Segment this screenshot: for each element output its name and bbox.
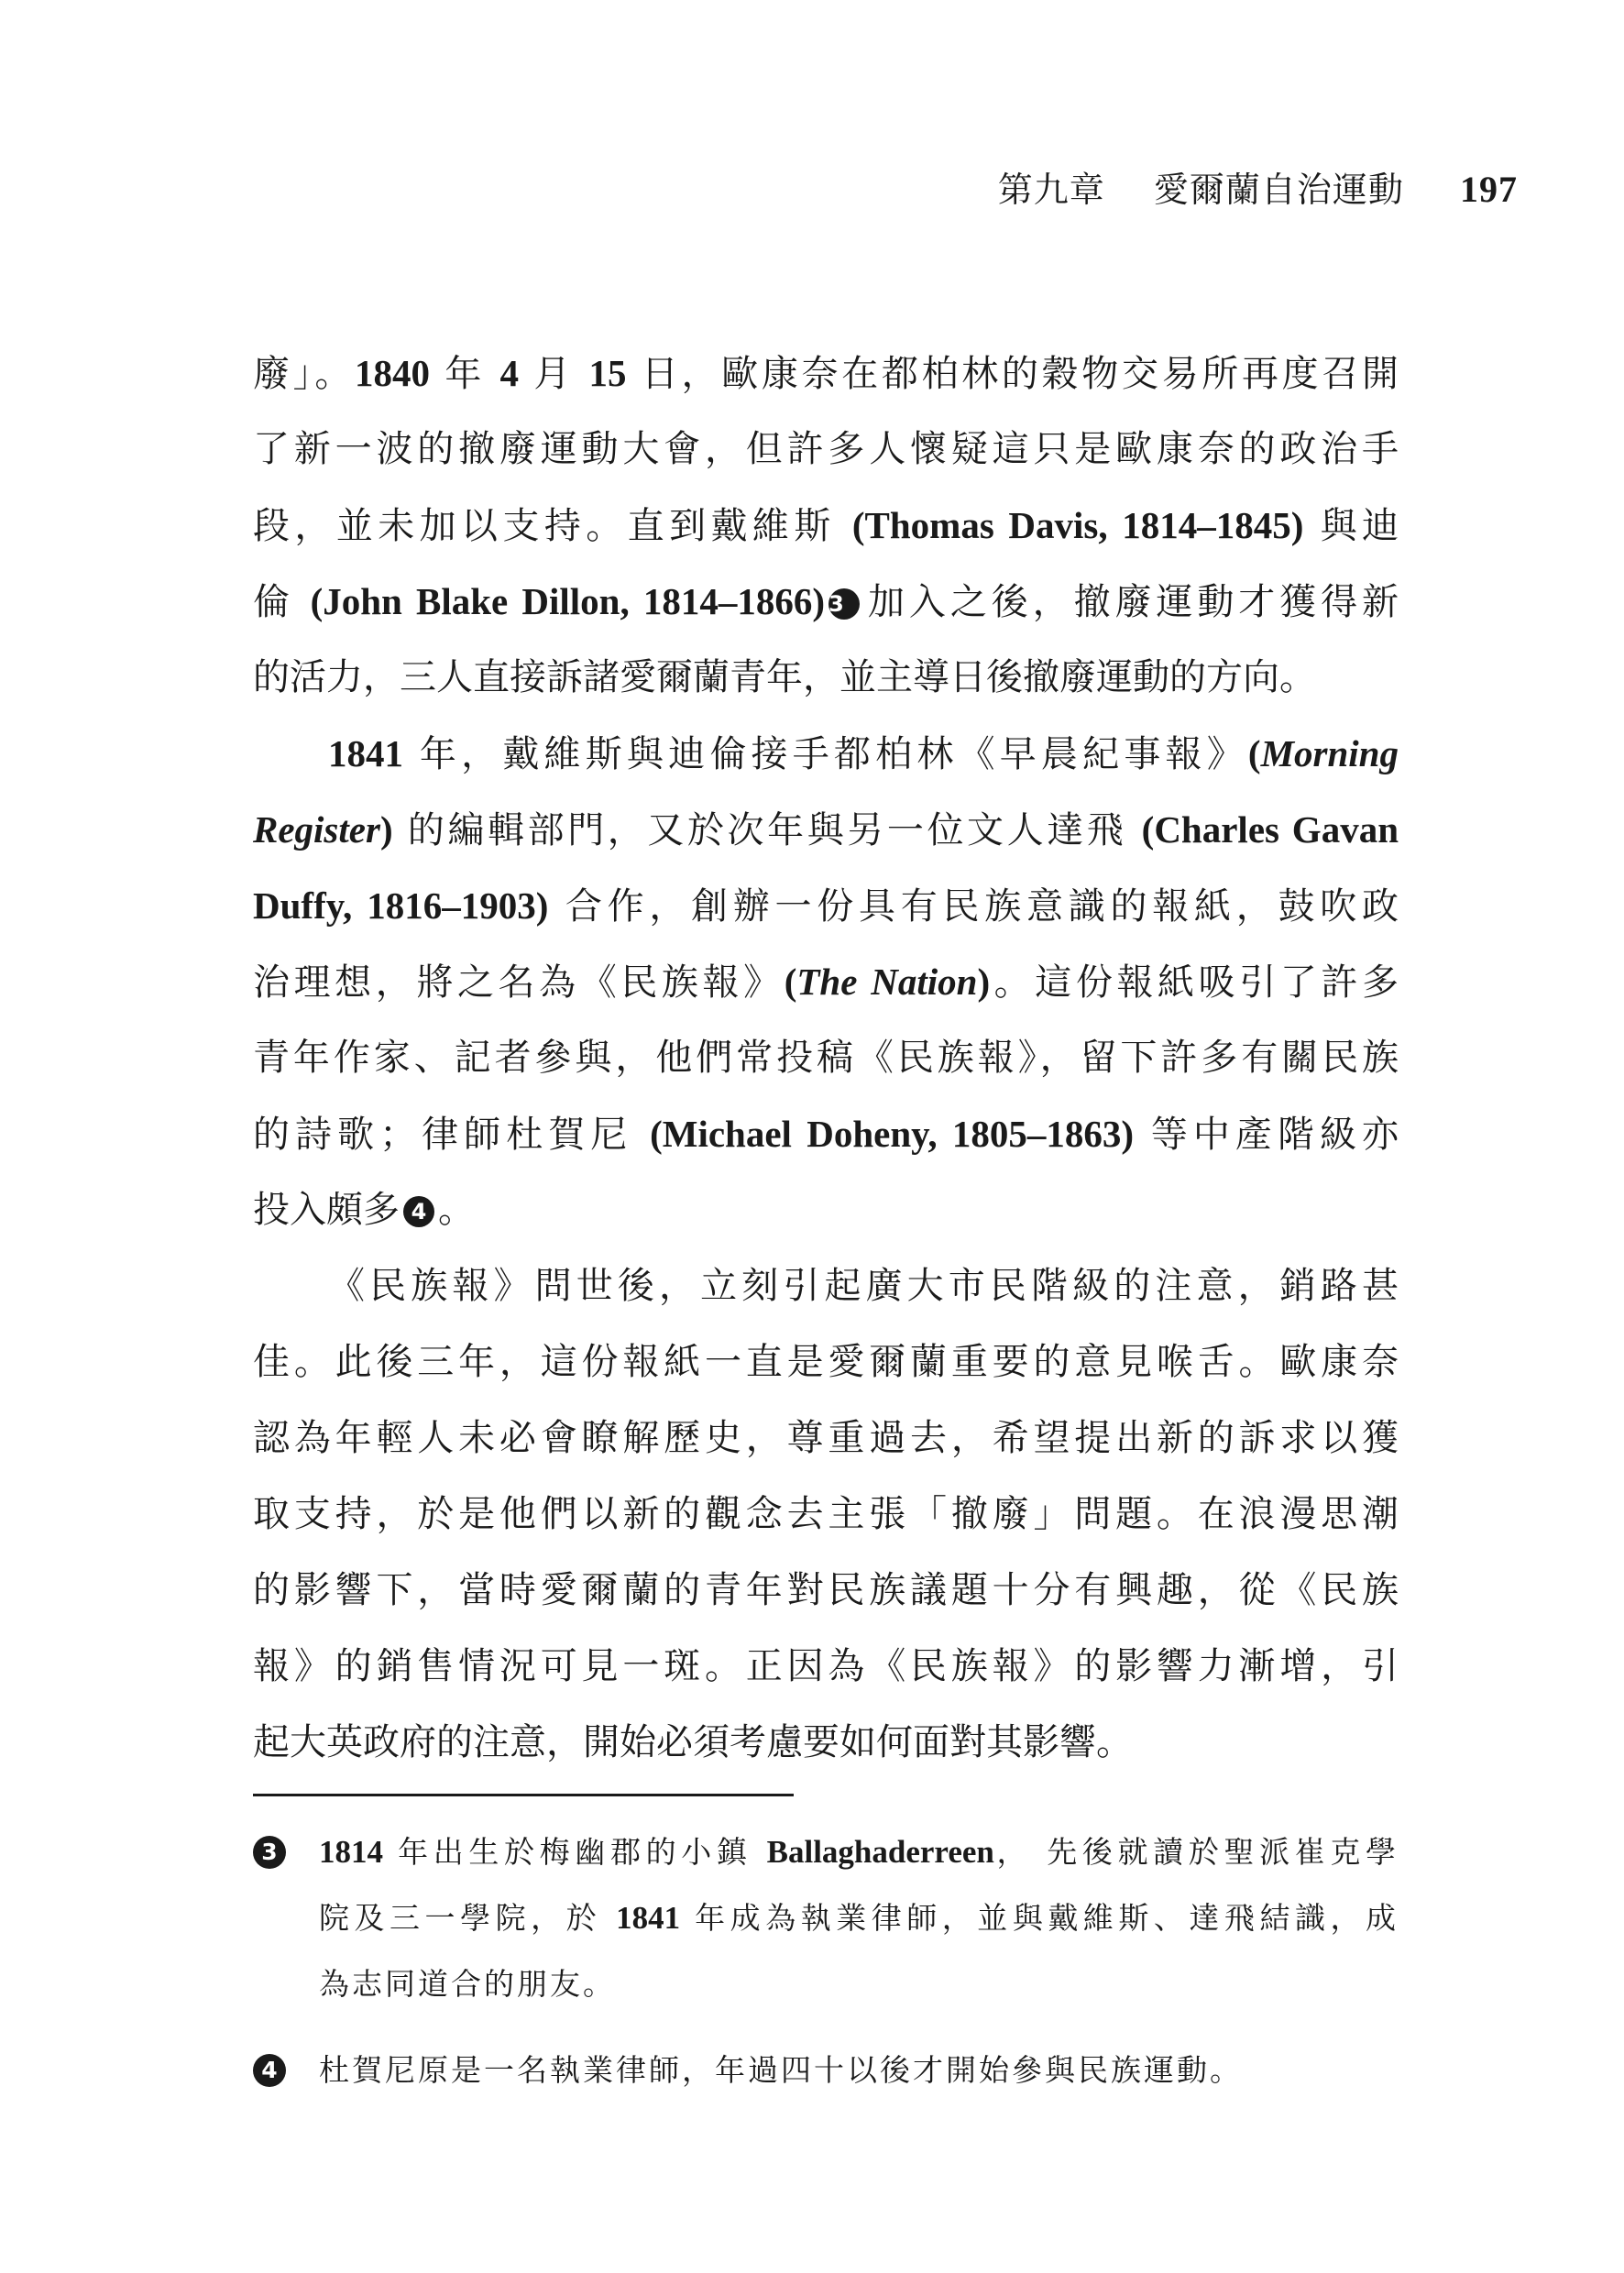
text-run: The Nation	[796, 961, 978, 1003]
text-run: Duffy, 1816–1903)	[253, 884, 549, 927]
text-run: 為志同道合的朋友。	[319, 1966, 616, 2002]
text-run: 年出生於梅幽郡的小鎮	[383, 1834, 767, 1870]
text-run: Morning	[1260, 732, 1399, 774]
text-run: Ballaghaderreen	[766, 1834, 994, 1870]
text-run: (Thomas Davis, 1814–1845)	[851, 504, 1304, 546]
text-run: 加入之後，撤廢運動才獲得新	[863, 581, 1399, 623]
text-run: 的影響下，當時愛爾蘭的青年對民族議題十分有興趣，從《民族	[253, 1569, 1399, 1611]
text-line	[253, 1248, 1399, 1324]
text-line	[253, 1096, 1399, 1172]
text-line	[253, 1020, 1399, 1096]
text-run: 起大英政府的注意，開始必須考慮要如何面對其影響。	[253, 1721, 1133, 1763]
footnote	[253, 2037, 1399, 2103]
page-number: 197	[1460, 169, 1518, 210]
text-run: 報》的銷售情況可見一斑。正因為《民族報》的影響力漸增，引	[253, 1645, 1399, 1687]
text-run: 佳。此後三年，這份報紙一直是愛爾蘭重要的意見喉舌。歐康奈	[253, 1341, 1399, 1383]
text-run: 年，戴維斯與迪倫接手都柏林《早晨紀事報》	[403, 733, 1248, 775]
body-text	[253, 335, 1399, 1781]
text-run: 日，歐康奈在都柏林的穀物交易所再度召開	[626, 353, 1399, 395]
text-run: 月	[519, 353, 589, 395]
text-run: 4	[499, 352, 519, 394]
text-run: 段，並未加以支持。直到戴維斯	[253, 505, 852, 547]
text-run: 的活力，三人直接訴諸愛爾蘭青年，並主導日後撤廢運動的方向。	[253, 656, 1316, 698]
text-line	[253, 1172, 1399, 1248]
text-run: 等中產階級亦	[1134, 1114, 1399, 1156]
footnote-divider	[253, 1794, 794, 1796]
text-run: 青年作家、記者參與，他們常投稿《民族報》，留下許多有關民族	[253, 1037, 1399, 1079]
text-line	[253, 1705, 1399, 1781]
text-line	[253, 716, 1399, 792]
text-line	[253, 868, 1399, 944]
text-line	[253, 1477, 1399, 1553]
text-run: 年	[430, 353, 500, 395]
text-run: (	[784, 961, 797, 1003]
text-line	[253, 412, 1399, 488]
text-line	[253, 1629, 1399, 1705]
text-run: 杜賀尼原是一名執業律師，年過四十以後才開始參與民族運動。	[319, 2052, 1243, 2088]
text-run: 的編輯部門，又於次年與另一位文人達飛	[392, 809, 1142, 851]
text-run: 投入頗多	[253, 1189, 400, 1231]
text-run: (	[1247, 732, 1261, 774]
text-run: 院及三一學院，於	[319, 1900, 617, 1936]
text-line	[253, 792, 1399, 868]
paragraph	[253, 335, 1399, 716]
footnote-line	[319, 1819, 1399, 1885]
text-run: Register	[253, 808, 380, 851]
text-run: 了新一波的撤廢運動大會，但許多人懷疑這只是歐康奈的政治手	[253, 428, 1399, 470]
text-run: 1841	[616, 1900, 681, 1936]
text-line	[253, 640, 1399, 716]
footnotes	[253, 1819, 1399, 2124]
paragraph	[253, 1248, 1399, 1781]
text-run: 倫	[253, 581, 311, 623]
text-run: 與迪	[1303, 505, 1399, 547]
text-run: 合作，創辦一份具有民族意識的報紙，鼓吹政	[548, 885, 1399, 928]
text-line	[253, 1553, 1399, 1629]
text-run: 15	[588, 352, 627, 394]
text-line	[253, 1324, 1399, 1400]
text-line	[253, 335, 1399, 412]
chapter-label: 第九章	[997, 170, 1105, 210]
text-run: 。	[438, 1189, 475, 1231]
text-run: 取支持，於是他們以新的觀念去主張「撤廢」問題。在浪漫思潮	[253, 1493, 1399, 1535]
text-run: (Michael Doheny, 1805–1863)	[650, 1113, 1135, 1155]
text-run: 治理想，將之名為《民族報》	[253, 961, 785, 1004]
footnote-reference-icon: 4	[403, 1196, 434, 1227]
text-line	[253, 488, 1399, 564]
footnote-line	[319, 1951, 1399, 2017]
paragraph	[253, 716, 1399, 1248]
footnote	[253, 1819, 1399, 2017]
text-run: 認為年輕人未必會瞭解歷史，尊重過去，希望提出新的訴求以獲	[253, 1417, 1399, 1459]
footnote-line	[319, 2037, 1399, 2103]
footnote-marker-icon: 4	[253, 2054, 286, 2087]
text-line	[253, 564, 1399, 640]
text-run: ， 先後就讀於聖派崔克學	[993, 1834, 1399, 1870]
text-run: 的詩歌；律師杜賀尼	[253, 1114, 651, 1156]
text-run: 1814	[319, 1834, 383, 1870]
running-head	[998, 161, 1518, 212]
text-run: 年成為執業律師，並與戴維斯、達飛結識，成	[680, 1900, 1399, 1936]
text-line	[253, 1400, 1399, 1477]
text-run: 1841	[328, 732, 403, 774]
text-run: 《民族報》問世後，立刻引起廣大市民階級的注意，銷路甚	[328, 1265, 1399, 1307]
text-run: 1840	[355, 352, 431, 394]
footnote-reference-icon: 3	[828, 588, 860, 620]
text-line	[253, 944, 1399, 1020]
text-run: 廢」。	[253, 353, 356, 395]
footnote-marker-icon: 3	[253, 1836, 286, 1869]
chapter-title: 愛爾蘭自治運動	[1153, 170, 1404, 210]
footnote-line	[319, 1885, 1399, 1951]
text-run: (John Blake Dillon, 1814–1866)	[310, 580, 826, 622]
text-run: (Charles Gavan	[1141, 808, 1399, 851]
text-run: 。這份報紙吸引了許多	[990, 961, 1399, 1004]
text-run: )	[977, 961, 991, 1003]
text-run: )	[379, 808, 393, 851]
